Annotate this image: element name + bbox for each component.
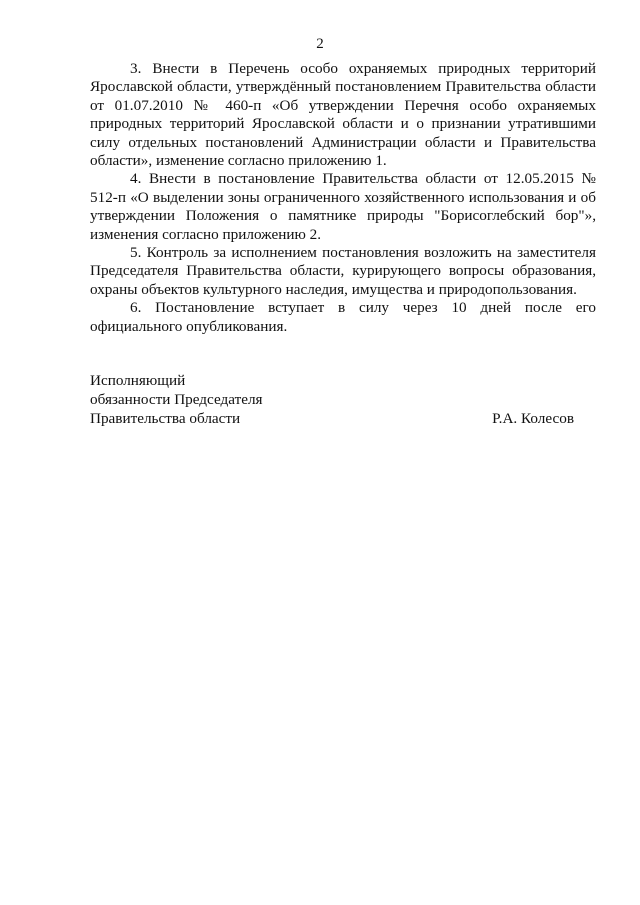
paragraph-item-5: 5. Контроль за исполнением постановления возложить на заместителя Председателя Правительства области, курирующего вопросы образования, охраны объектов культурного наследия, имущества и природопользования. [90, 244, 596, 298]
signer-name: Р.А. Колесов [492, 410, 574, 427]
paragraph-item-4: 4. Внести в постановление Правительства области от 12.05.2015 № 512-п «О выделении зоны ограниченного хозяйственного использования и об утверждении Положения о памятнике природы "Борисоглебский бор"», изменения согласно приложению 2. [90, 170, 596, 243]
signer-title-line2: обязанности Председателя [90, 391, 263, 408]
paragraph-item-6: 6. Постановление вступает в силу через 10 дней после его официального опубликования. [90, 299, 596, 335]
signer-title-line1: Исполняющий [90, 372, 186, 389]
signer-title-line3: Правительства области [90, 410, 241, 427]
signature-line [90, 409, 574, 428]
page-number: 2 [316, 36, 324, 52]
paragraph-item-3: 3. Внести в Перечень особо охраняемых природных территорий Ярославской области, утверждённый постановлением Правительства области от 01.07.2010 № 460-п «Об утверждении Перечня особо охраняемых природных территорий Ярославской области и о признании утратившими силу отдельных постановлений Администрации области и Правительства области», изменение согласно приложению 1. [90, 60, 596, 170]
document-body [90, 60, 596, 336]
signature-block [90, 371, 574, 428]
